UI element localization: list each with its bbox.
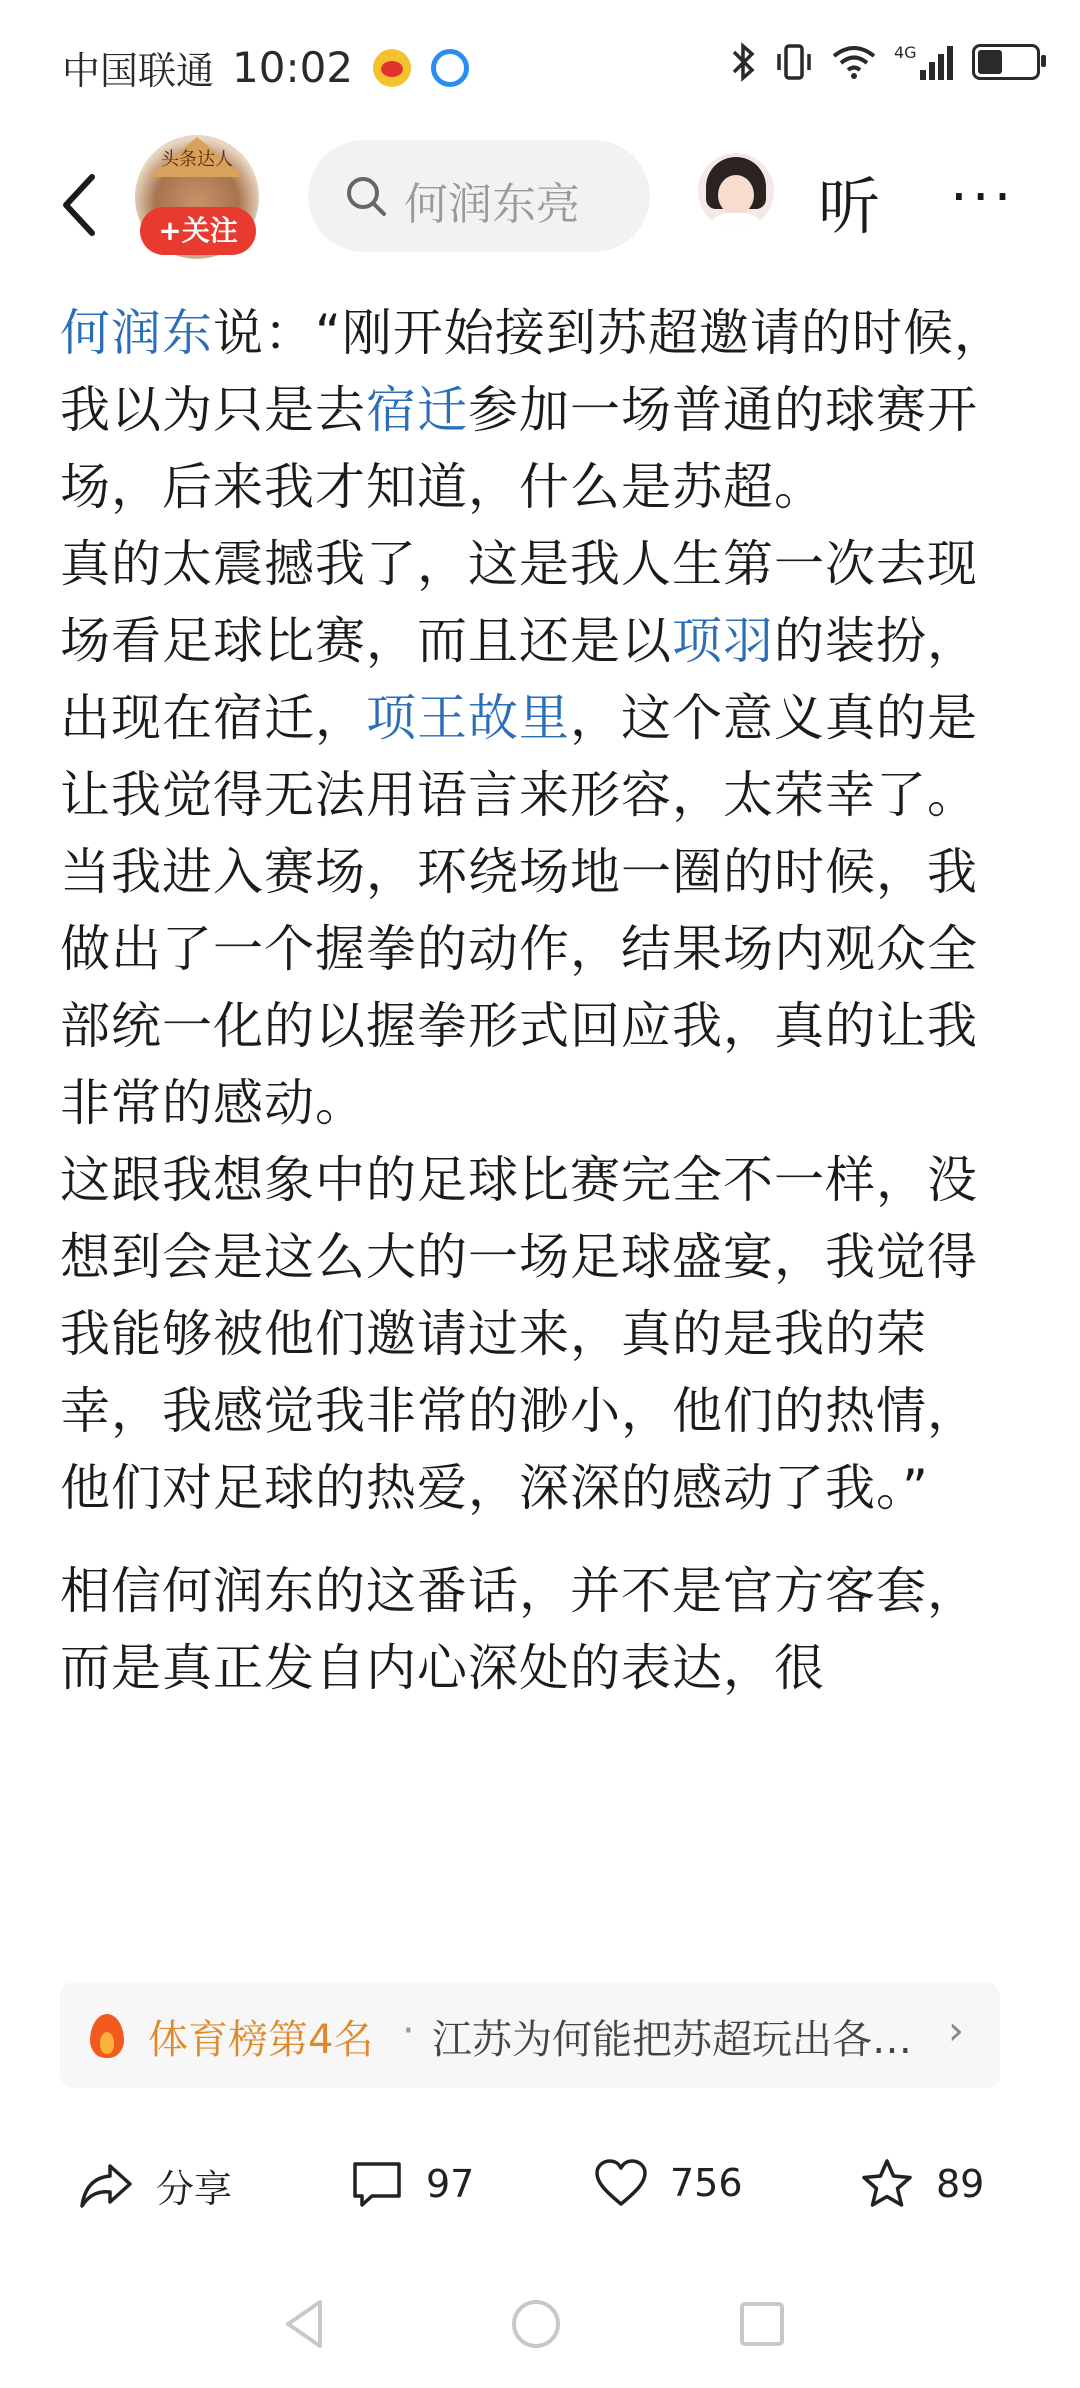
carrier-name: 中国联通 — [62, 49, 215, 93]
vibrate-icon — [774, 42, 814, 82]
action-bar — [0, 2120, 1080, 2240]
share-button[interactable] — [78, 2158, 232, 2213]
back-arrow-icon[interactable] — [50, 165, 110, 245]
article-paragraph — [60, 1142, 1020, 1527]
favorite-button[interactable] — [860, 2158, 984, 2210]
article-paragraph — [60, 295, 1020, 526]
paragraph-text: 真的太震撼我了，这是我人生第一次去现场看足球比赛，而且还是以 — [60, 535, 978, 670]
entity-link[interactable]: 项王故里 — [366, 689, 570, 747]
article-body — [60, 295, 1020, 1707]
bluetooth-icon — [730, 42, 756, 82]
star-icon — [860, 2158, 914, 2210]
more-options-icon[interactable]: ··· — [950, 165, 1016, 230]
comment-icon — [350, 2158, 404, 2210]
nav-back-icon[interactable] — [280, 2296, 328, 2352]
hot-rank-label: 体育榜第4名 — [148, 2017, 374, 2063]
weibo-notification-icon — [373, 49, 411, 87]
status-bar — [0, 0, 1080, 135]
article-paragraph — [60, 526, 1020, 834]
heart-icon — [594, 2158, 648, 2208]
favorite-count: 89 — [936, 2162, 985, 2206]
search-icon — [344, 174, 388, 218]
cellular-signal-icon — [894, 42, 954, 82]
wifi-icon — [832, 44, 876, 80]
search-bar[interactable] — [308, 140, 650, 252]
comment-count: 97 — [426, 2162, 475, 2206]
paragraph-text: 参加一场普通的球赛开场，后来我才知道，什么是苏超。 — [60, 381, 978, 516]
share-icon — [78, 2160, 134, 2212]
paragraph-text: ，这个意义真的是让我觉得无法用语言来形容，太荣幸了。 — [60, 689, 978, 824]
search-placeholder: 何润东亮 — [404, 179, 580, 230]
status-bar-right — [730, 42, 1040, 82]
article-paragraph — [60, 1553, 1020, 1707]
like-count: 756 — [670, 2161, 743, 2205]
nav-home-icon[interactable] — [508, 2296, 564, 2352]
browser-notification-icon — [431, 49, 469, 87]
nav-recents-icon[interactable] — [736, 2296, 788, 2352]
comment-button[interactable] — [350, 2158, 474, 2210]
article-header — [0, 135, 1080, 295]
chevron-right-icon: › — [948, 2008, 964, 2054]
paragraph-text: 说：“刚开始接到苏超邀请的时候，我以为只是去 — [60, 304, 1005, 439]
hot-topic-bar[interactable] — [60, 1982, 1000, 2088]
article-paragraph — [60, 834, 1020, 1142]
paragraph-text: 相信何润东的这番话，并不是官方客套，而是真正发自内心深处的表达，很 — [60, 1562, 978, 1697]
listen-avatar[interactable] — [698, 153, 774, 229]
follow-button[interactable]: +关注 — [140, 207, 256, 255]
paragraph-text: 的装扮，出现在宿迁， — [60, 612, 978, 747]
entity-link[interactable]: 宿迁 — [366, 381, 468, 439]
paragraph-text: 当我进入赛场，环绕场地一圈的时候，我做出了一个握拳的动作，结果场内观众全部统一化的以握拳形式回应我，真的让我非常的感动。 — [60, 843, 978, 1132]
system-nav-bar — [0, 2270, 1080, 2388]
flame-icon — [90, 2014, 124, 2058]
entity-link[interactable]: 何润东 — [60, 304, 213, 362]
network-type-label: 4G — [894, 43, 917, 62]
listen-button[interactable]: 听 — [818, 170, 881, 243]
battery-icon — [972, 44, 1040, 80]
clock: 10:02 — [232, 43, 354, 92]
hot-topic-title: 江苏为何能把苏超玩出各… — [432, 2017, 912, 2063]
paragraph-text: 这跟我想象中的足球比赛完全不一样，没想到会是这么大的一场足球盛宴，我觉得我能够被他们邀请过来，真的是我的荣幸，我感觉我非常的渺小，他们的热情，他们对足球的热爱，深深的感动了我。” — [60, 1151, 978, 1517]
hot-separator: · — [402, 2008, 415, 2054]
avatar-badge-text: 头条达人 — [161, 149, 233, 170]
status-bar-left — [62, 40, 469, 95]
entity-link[interactable]: 项羽 — [672, 612, 774, 670]
like-button[interactable] — [594, 2158, 743, 2208]
share-label: 分享 — [156, 2167, 233, 2211]
